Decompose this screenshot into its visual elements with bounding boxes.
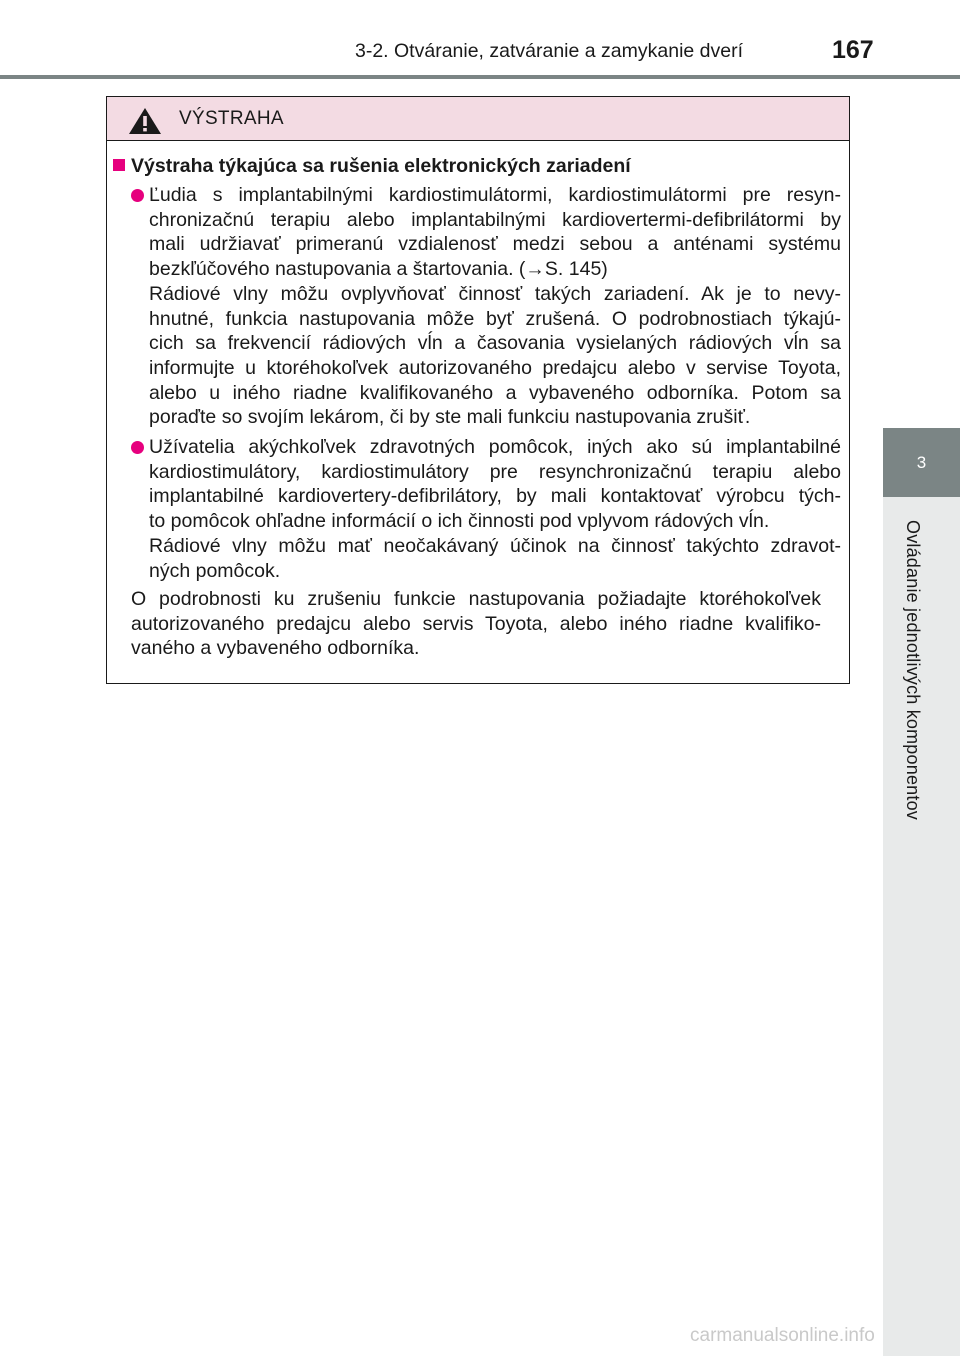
square-bullet-icon [113,159,125,171]
text-line: autorizovaného predajcu alebo servis Toyota, alebo iného riadne kvalifiko- [131,612,821,635]
round-bullet-icon [131,441,144,454]
text-line: kardiostimulátory, kardiostimulátory pre resynchronizačnú terapiu alebo [149,460,841,483]
chapter-tab-number: 3 [916,453,927,472]
text-line: bezkľúčového nastupovania a štartovania. (→S. 145) [149,258,608,281]
text-line: hnutné, funkcia nastupovania môže byť zrušená. O podrobnostiach týkajú- [149,307,841,330]
text-line: to pomôcok ohľadne informácií o ich činnosti pod vplyvom rádových vĺn. [149,510,770,533]
text-line: ných pomôcok. [149,559,281,582]
text-line: mali udržiavať primeranú vzdialenosť medzi sebou a anténami systému [149,233,841,256]
page-number: 167 [832,36,874,64]
text-line: vaného a vybaveného odborníka. [131,637,420,660]
text-line: Užívatelia akýchkoľvek zdravotných pomôcok, iných ako sú implantabilné [149,436,841,458]
watermark: carmanualsonline.info [690,1325,875,1346]
chapter-tab[interactable] [883,428,960,497]
warning-header [107,97,849,141]
text-line: informujte u ktoréhokoľvek autorizovaného predajcu alebo v servise Toyota, [149,356,841,379]
header-rule [0,75,960,79]
bullet-item-pacemakers [131,183,841,430]
text-line: chronizačnú terapiu alebo implantabilnými kardiovertermi-defibrilátormi by [149,208,841,231]
text-line: implantabilné kardiovertery-defibrilátory, by mali kontaktovať výrobcu tých- [149,485,841,508]
text-line: poraďte so svojím lekárom, či by ste mali funkciu nastupovania zrušiť. [149,406,751,429]
warning-box [106,96,850,684]
text-line: Ľudia s implantabilnými kardiostimulátormi, kardiostimulátormi pre resyn- [149,184,841,206]
warning-title: VÝSTRAHA [179,108,284,129]
text-line: cich sa frekvencií rádiových vĺn a časovania vysielaných rádiových vĺn sa [149,332,841,355]
bullet-item-medical-devices [131,435,841,583]
chapter-tab-label: Ovládanie jednotlivých komponentov [903,520,923,820]
closing-paragraph [131,587,841,661]
text-line: Rádiové vlny môžu mať neočakávaný účinok na činnosť takýchto zdravot- [149,534,841,557]
text-line: alebo u iného riadne kvalifikovaného a vybaveného odborníka. Potom sa [149,381,841,404]
text-line: Rádiové vlny môžu ovplyvňovať činnosť takých zariadení. Ak je to nevy- [149,282,841,305]
section-heading-text: Výstraha týkajúca sa rušenia elektronických zariadení [131,155,631,177]
text-line: O podrobnosti ku zrušeniu funkcie nastupovania požiadajte ktoréhokoľvek [131,588,821,610]
chapter-section-title: 3-2. Otváranie, zatváranie a zamykanie dverí [355,40,744,62]
section-heading [113,155,631,178]
warning-triangle-icon [128,107,162,135]
round-bullet-icon [131,189,144,202]
